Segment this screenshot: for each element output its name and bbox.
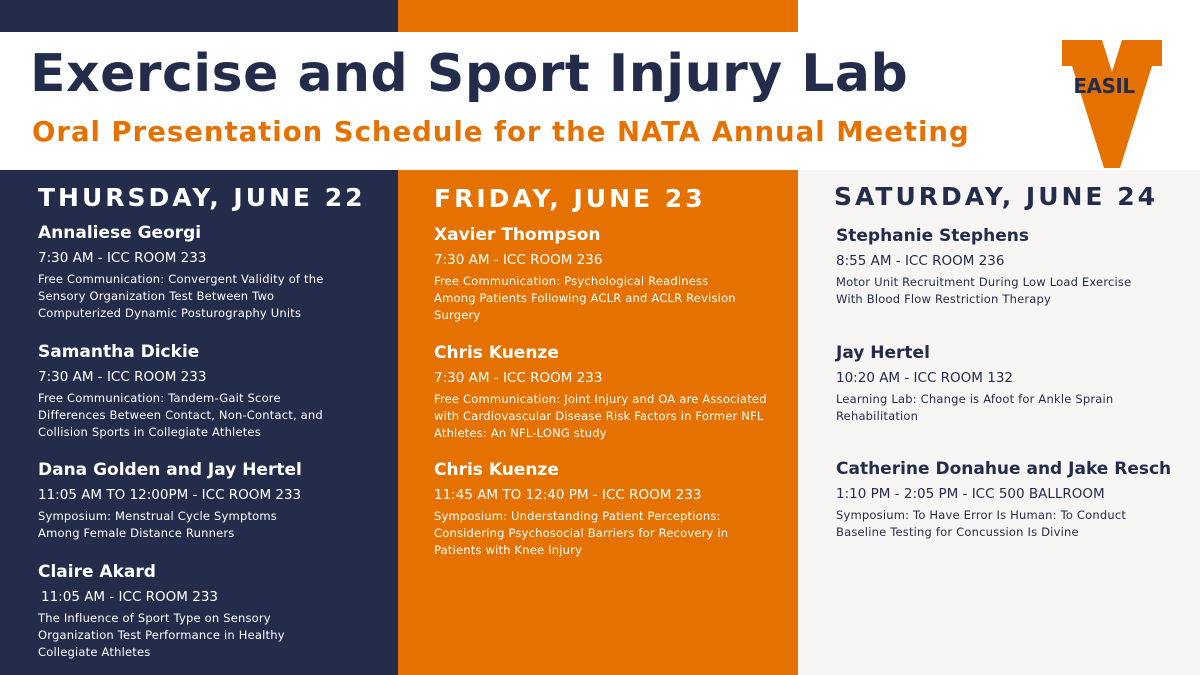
presentation-time: 11:05 AM TO 12:00PM - ICC ROOM 233: [38, 487, 302, 503]
easil-v-logo: [1062, 40, 1162, 168]
presentation-item: [836, 225, 1188, 308]
presentation-item: [38, 222, 390, 322]
presenter-name: Chris Kuenze: [434, 343, 559, 363]
presenter-name: Samantha Dickie: [38, 342, 200, 362]
presentation-item: [38, 341, 390, 441]
logo-text: EASIL: [1073, 74, 1135, 98]
presenter-name: Jay Hertel: [836, 343, 930, 363]
presentation-time: 1:10 PM - 2:05 PM - ICC 500 BALLROOM: [836, 486, 1105, 502]
day-column-friday: [398, 170, 798, 675]
presenter-name: Chris Kuenze: [434, 460, 559, 480]
presentation-item: [434, 224, 786, 324]
presentation-time: 7:30 AM - ICC ROOM 233: [38, 250, 207, 266]
presentation-time: 7:30 AM - ICC ROOM 236: [434, 252, 603, 268]
presentation-item: [38, 561, 390, 661]
presentation-description: Motor Unit Recruitment During Low Load Exercise With Blood Flow Restriction Therapy: [836, 275, 1132, 306]
presenter-name: Dana Golden and Jay Hertel: [38, 460, 302, 480]
presentation-time: 7:30 AM - ICC ROOM 233: [434, 370, 603, 386]
header: [0, 32, 1200, 170]
day-column-thursday: [0, 170, 398, 675]
day-heading: THURSDAY, JUNE 22: [38, 183, 366, 212]
presentation-description: Symposium: Understanding Patient Perceptions: Considering Psychosocial Barriers for Recovery in Patients with Knee Injury: [434, 509, 729, 557]
presentation-description: Free Communication: Convergent Validity of the Sensory Organization Test Between Two Computerized Dynamic Posturography Units: [38, 272, 324, 320]
presentation-time: 7:30 AM - ICC ROOM 233: [38, 369, 207, 385]
presentation-description: Free Communication: Joint Injury and OA are Associated with Cardiovascular Disease Risk Factors in Former NFL Athletes: An NFL-LONG study: [434, 392, 767, 440]
day-column-saturday: [798, 170, 1200, 675]
presentation-time: 11:45 AM TO 12:40 PM - ICC ROOM 233: [434, 487, 702, 503]
top-band-orange: [398, 0, 798, 32]
presentation-item: [434, 342, 786, 442]
day-heading: SATURDAY, JUNE 24: [834, 182, 1158, 211]
presentation-item: [836, 342, 1188, 425]
presenter-name: Claire Akard: [38, 562, 156, 582]
presentation-time: 8:55 AM - ICC ROOM 236: [836, 253, 1005, 269]
presentation-description: Symposium: Menstrual Cycle Symptoms Among Female Distance Runners: [38, 509, 277, 540]
presentation-description: The Influence of Sport Type on Sensory Organization Test Performance in Healthy Collegiate Athletes: [38, 611, 285, 659]
presentation-description: Symposium: To Have Error Is Human: To Conduct Baseline Testing for Concussion Is Divine: [836, 508, 1127, 539]
presentation-item: [38, 459, 390, 542]
presentation-time: 10:20 AM - ICC ROOM 132: [836, 370, 1013, 386]
top-band-white: [798, 0, 1200, 32]
page-title: Exercise and Sport Injury Lab: [30, 44, 909, 104]
presenter-name: Catherine Donahue and Jake Resch: [836, 459, 1172, 479]
page-subtitle: Oral Presentation Schedule for the NATA Annual Meeting: [32, 116, 970, 148]
presentation-description: Learning Lab: Change is Afoot for Ankle Sprain Rehabilitation: [836, 392, 1114, 423]
presentation-description: Free Communication: Psychological Readiness Among Patients Following ACLR and ACLR Revision Surgery: [434, 274, 736, 322]
presenter-name: Stephanie Stephens: [836, 226, 1029, 246]
presenter-name: Xavier Thompson: [434, 225, 601, 245]
presentation-item: [836, 458, 1188, 541]
presenter-name: Annaliese Georgi: [38, 223, 202, 243]
top-band-navy: [0, 0, 398, 32]
presentation-item: [434, 459, 786, 559]
day-heading: FRIDAY, JUNE 23: [434, 184, 706, 213]
presentation-time: 11:05 AM - ICC ROOM 233: [41, 589, 218, 605]
presentation-description: Free Communication: Tandem-Gait Score Differences Between Contact, Non-Contact, and Collision Sports in Collegiate Athletes: [38, 391, 323, 439]
